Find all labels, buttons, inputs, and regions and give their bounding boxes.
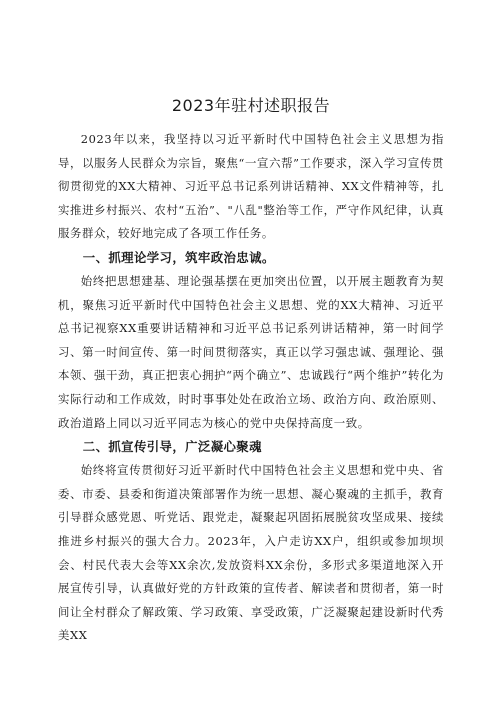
section-2-body: 始终将宣传贯彻好习近平新时代中国特色社会主义思想和党中央、省委、市委、县委和街道决策部署作为统一思想、凝心聚魂的主抓手，教育引导群众感党恩、听党话、跟党走，凝聚起巩固拓展脱贫攻坚成果、接续推进乡村振兴的强大合力。2023年，入户走访XX户，组织或参加坝坝会、村民代表大会等XX余次,发放资料XX余份，多形式多渠道地深入开展宣传引导，认真做好党的方针政策的宣传者、解读者和贯彻者，第一时间让全村群众了解政策、学习政策、享受政策，广泛凝聚起建设新时代秀美XX [58,463,444,643]
section-1-heading: 一、抓理论学习，筑牢政治忠诚。 [82,249,275,265]
intro-paragraph: 2023年以来，我坚持以习近平新时代中国特色社会主义思想为指导，以服务人民群众为宗旨，聚焦“一宣六帮”工作要求，深入学习宣传贯彻贯彻党的XX大精神、习近平总书记系列讲话精神、XX文件精神等，扎实推进乡村振兴、农村“五治”、"八乱"整治等工作，严守作风纪律，认真服务群众，较好地完成了各项工作任务。 [58,132,444,241]
section-2-heading: 二、抓宣传引导，广泛凝心聚魂 [82,439,262,455]
section-1-body: 始终把思想建基、理论强基摆在更加突出位置，以开展主题教育为契机，聚焦习近平新时代中国特色社会主义思想、党的XX大精神、习近平总书记视察XX重要讲话精神和习近平总书记系列讲话精神，第一时间学习、第一时间宣传、第一时间贯彻落实，真正以学习强忠诚、强理论、强本领、强干劲，真正把衷心拥护“两个确立”、忠诚践行“两个维护”转化为实际行动和工作成效，时时事事处处在政治立场、政治方向、政治原则、政治道路上同以习近平同志为核心的党中央保持高度一致。 [58,273,444,430]
document-title: 2023年驻村述职报告 [171,96,331,115]
